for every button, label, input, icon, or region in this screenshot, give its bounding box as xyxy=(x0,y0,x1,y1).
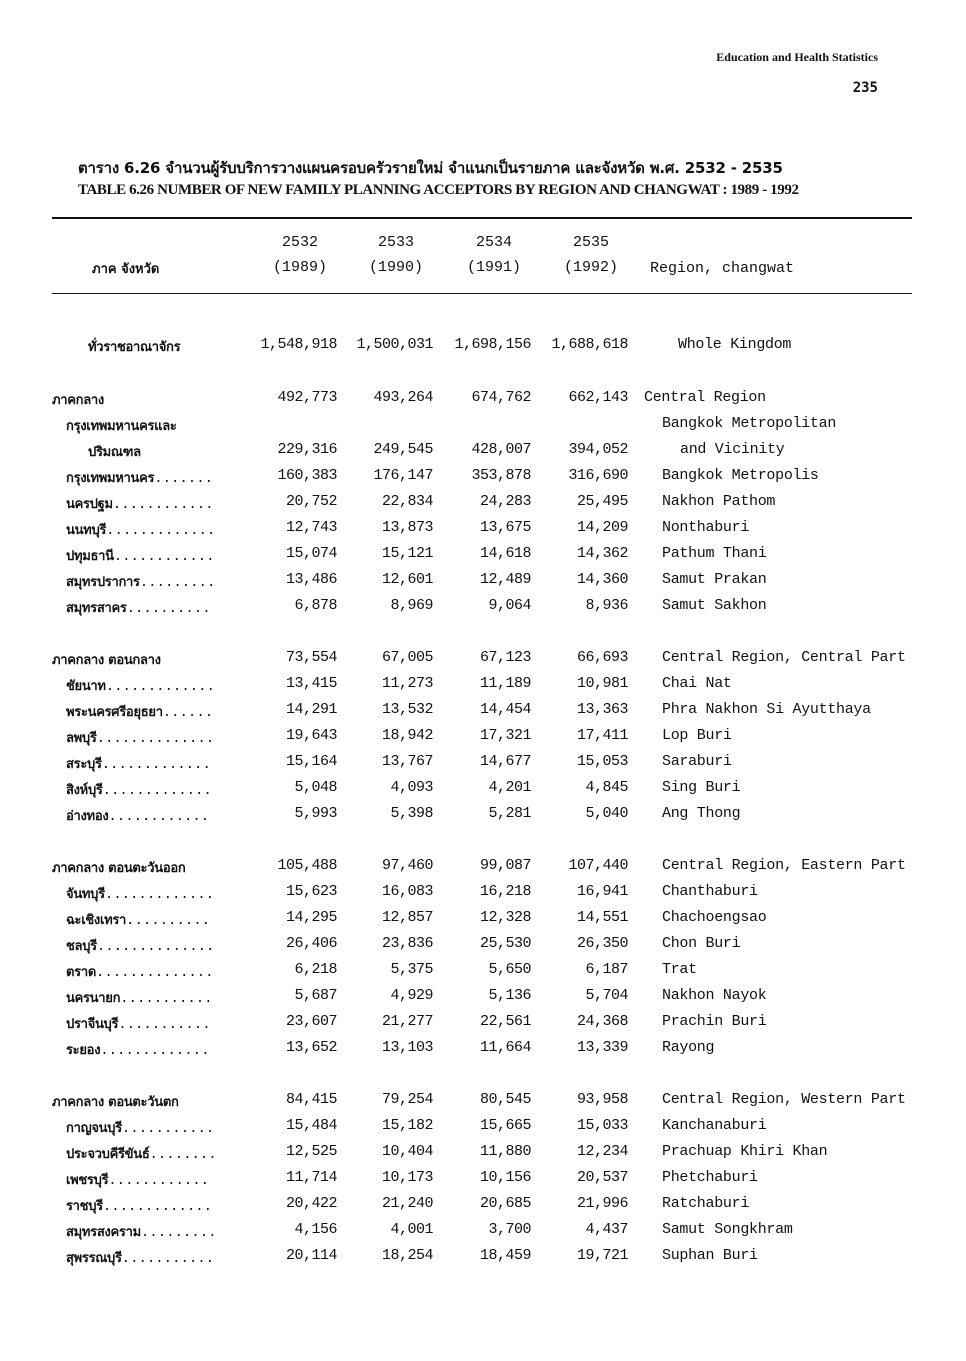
row-label-thai xyxy=(66,415,177,436)
year-ce-label: (1990) xyxy=(368,259,423,276)
cell-value: 4,156 xyxy=(294,1221,337,1238)
table-row xyxy=(0,389,966,413)
thai-name: อ่างทอง xyxy=(66,809,109,824)
cell-value: 13,103 xyxy=(381,1039,433,1056)
cell-value: 14,291 xyxy=(285,701,337,718)
row-label-thai xyxy=(66,1143,217,1164)
row-label-thai xyxy=(66,1169,209,1190)
cell-value: 5,281 xyxy=(488,805,531,822)
leader-dots: ............ xyxy=(108,809,210,825)
leader-dots: ............. xyxy=(104,887,215,903)
cell-value: 5,704 xyxy=(585,987,628,1004)
table-row xyxy=(0,935,966,959)
cell-value: 24,283 xyxy=(479,493,531,510)
leader-dots: .............. xyxy=(95,965,214,981)
row-label-english: Whole Kingdom xyxy=(678,336,792,353)
cell-value: 14,209 xyxy=(576,519,628,536)
thai-name: พระนครศรีอยุธยา xyxy=(66,705,163,720)
thai-name: กรุงเทพมหานคร xyxy=(66,471,155,486)
thai-name: สระบุรี xyxy=(66,757,102,772)
row-label-thai xyxy=(66,935,214,956)
leader-dots: ............. xyxy=(102,1199,213,1215)
cell-value: 13,339 xyxy=(576,1039,628,1056)
cell-value: 13,873 xyxy=(381,519,433,536)
row-label-thai xyxy=(66,987,213,1008)
cell-value: 14,362 xyxy=(576,545,628,562)
cell-value: 1,500,031 xyxy=(356,336,433,353)
row-label-thai xyxy=(66,1039,209,1060)
row-label-thai xyxy=(52,1091,179,1112)
row-label-thai xyxy=(66,909,210,930)
row-label-english: Pathum Thani xyxy=(662,545,767,562)
cell-value: 5,136 xyxy=(488,987,531,1004)
cell-value: 20,422 xyxy=(285,1195,337,1212)
cell-value: 394,052 xyxy=(568,441,628,458)
thai-name: ภาคกลาง xyxy=(52,393,104,408)
row-label-thai xyxy=(66,467,213,488)
cell-value: 6,187 xyxy=(585,961,628,978)
row-label-thai xyxy=(66,545,215,566)
cell-value: 25,495 xyxy=(576,493,628,510)
cell-value: 674,762 xyxy=(471,389,531,406)
cell-value: 13,415 xyxy=(285,675,337,692)
thai-name: สมุทรสาคร xyxy=(66,601,127,616)
cell-value: 13,363 xyxy=(576,701,628,718)
row-label-thai xyxy=(66,753,211,774)
table-row xyxy=(0,493,966,517)
cell-value: 15,182 xyxy=(381,1117,433,1134)
table-row xyxy=(0,961,966,985)
cell-value: 5,040 xyxy=(585,805,628,822)
cell-value: 13,486 xyxy=(285,571,337,588)
row-label-english: Rayong xyxy=(662,1039,715,1056)
row-label-thai xyxy=(66,805,209,826)
leader-dots: ............. xyxy=(106,523,216,539)
leader-dots: .............. xyxy=(96,939,215,955)
cell-value: 21,240 xyxy=(381,1195,433,1212)
table-row xyxy=(0,1143,966,1167)
leader-dots: ............. xyxy=(102,783,212,799)
thai-name: กาญจนบุรี xyxy=(66,1121,122,1136)
leader-dots: ............ xyxy=(108,1173,210,1189)
cell-value: 21,996 xyxy=(576,1195,628,1212)
row-label-english: Trat xyxy=(662,961,697,978)
cell-value: 1,548,918 xyxy=(260,336,337,353)
cell-value: 12,601 xyxy=(381,571,433,588)
table-title-thai: ตาราง 6.26 จำนวนผู้รับบริการวางแผนครอบครัวรายใหม่ จำแนกเป็นรายภาค และจังหวัด พ.ศ. 2532 - 2535 xyxy=(78,159,783,177)
row-label-thai xyxy=(66,1195,212,1216)
cell-value: 21,277 xyxy=(381,1013,433,1030)
cell-value: 15,074 xyxy=(285,545,337,562)
cell-value: 4,929 xyxy=(390,987,433,1004)
cell-value: 26,350 xyxy=(576,935,628,952)
cell-value: 105,488 xyxy=(277,857,337,874)
leader-dots: ............. xyxy=(101,757,211,773)
column-header-thai: ภาค จังหวัด xyxy=(92,262,160,277)
row-label-english: Central Region, Western Part xyxy=(662,1091,906,1108)
cell-value: 15,053 xyxy=(576,753,628,770)
row-label-thai xyxy=(66,779,212,800)
row-label-english: Phetchaburi xyxy=(662,1169,758,1186)
cell-value: 176,147 xyxy=(373,467,433,484)
cell-value: 23,836 xyxy=(381,935,433,952)
leader-dots: ...... xyxy=(162,705,214,721)
cell-value: 15,484 xyxy=(285,1117,337,1134)
cell-value: 11,664 xyxy=(479,1039,531,1056)
year-be-label: 2534 xyxy=(475,234,512,251)
row-label-thai xyxy=(66,883,214,904)
row-label-english: Phra Nakhon Si Ayutthaya xyxy=(662,701,871,718)
cell-value: 22,834 xyxy=(381,493,433,510)
cell-value: 10,404 xyxy=(381,1143,433,1160)
cell-value: 107,440 xyxy=(568,857,628,874)
cell-value: 16,941 xyxy=(576,883,628,900)
cell-value: 6,878 xyxy=(294,597,337,614)
cell-value: 10,981 xyxy=(576,675,628,692)
cell-value: 20,685 xyxy=(479,1195,531,1212)
cell-value: 4,201 xyxy=(488,779,531,796)
row-label-english: Samut Songkhram xyxy=(662,1221,793,1238)
table-row xyxy=(0,805,966,829)
leader-dots: ............. xyxy=(105,679,215,695)
cell-value: 1,688,618 xyxy=(551,336,628,353)
thai-name: กรุงเทพมหานครและ xyxy=(66,419,177,434)
row-label-thai xyxy=(66,961,214,982)
cell-value: 5,993 xyxy=(294,805,337,822)
cell-value: 5,048 xyxy=(294,779,337,796)
year-be-label: 2533 xyxy=(377,234,414,251)
table-title-english: TABLE 6.26 NUMBER OF NEW FAMILY PLANNING ACCEPTORS BY REGION AND CHANGWAT : 1989 - 1992 xyxy=(78,182,799,198)
cell-value: 15,623 xyxy=(285,883,337,900)
cell-value: 12,234 xyxy=(576,1143,628,1160)
cell-value: 66,693 xyxy=(576,649,628,666)
cell-value: 67,005 xyxy=(381,649,433,666)
cell-value: 5,375 xyxy=(390,961,433,978)
cell-value: 13,532 xyxy=(381,701,433,718)
thai-name: ตราด xyxy=(66,965,96,980)
row-label-english: Central Region, Central Part xyxy=(662,649,906,666)
thai-name: นครปฐม xyxy=(66,497,113,512)
leader-dots: ....... xyxy=(154,471,213,487)
year-be-label: 2535 xyxy=(572,234,609,251)
thai-name: ฉะเชิงเทรา xyxy=(66,913,127,928)
column-header-1992 xyxy=(551,234,631,276)
cell-value: 5,398 xyxy=(390,805,433,822)
cell-value: 13,652 xyxy=(285,1039,337,1056)
thai-name: สุพรรณบุรี xyxy=(66,1251,122,1266)
cell-value: 8,969 xyxy=(390,597,433,614)
cell-value: 249,545 xyxy=(373,441,433,458)
leader-dots: ........... xyxy=(118,1017,211,1033)
column-header-1989 xyxy=(260,234,340,276)
row-label-english: Chon Buri xyxy=(662,935,741,952)
row-label-english: Chanthaburi xyxy=(662,883,758,900)
cell-value: 5,687 xyxy=(294,987,337,1004)
row-label-thai xyxy=(52,857,185,878)
row-label-thai xyxy=(66,1247,214,1268)
thai-name: ชลบุรี xyxy=(66,939,97,954)
row-label-english: Nakhon Pathom xyxy=(662,493,776,510)
cell-value: 13,767 xyxy=(381,753,433,770)
cell-value: 97,460 xyxy=(381,857,433,874)
cell-value: 160,383 xyxy=(277,467,337,484)
cell-value: 11,714 xyxy=(285,1169,337,1186)
table-row xyxy=(0,1221,966,1245)
thai-name: ราชบุรี xyxy=(66,1199,103,1214)
table-row xyxy=(0,1117,966,1141)
cell-value: 26,406 xyxy=(285,935,337,952)
table-row xyxy=(0,779,966,803)
leader-dots: ......... xyxy=(140,1225,217,1241)
thai-name: ทั่วราชอาณาจักร xyxy=(88,340,181,355)
leader-dots: ........... xyxy=(121,1251,215,1267)
table-row xyxy=(0,1013,966,1037)
row-label-english: Chachoengsao xyxy=(662,909,767,926)
cell-value: 15,665 xyxy=(479,1117,531,1134)
table-row xyxy=(0,519,966,543)
header-bottom-rule xyxy=(52,293,912,294)
cell-value: 18,942 xyxy=(381,727,433,744)
row-label-english: Bangkok Metropolitan xyxy=(662,415,837,432)
cell-value: 14,454 xyxy=(479,701,531,718)
year-ce-label: (1992) xyxy=(563,259,618,276)
row-label-thai xyxy=(66,1221,217,1242)
thai-name: เพชรบุรี xyxy=(66,1173,109,1188)
thai-name: นครนายก xyxy=(66,991,121,1006)
leader-dots: .......... xyxy=(126,913,211,929)
thai-name: ระยอง xyxy=(66,1043,101,1058)
top-rule xyxy=(52,217,912,219)
cell-value: 4,437 xyxy=(585,1221,628,1238)
thai-name: ปทุมธานี xyxy=(66,549,114,564)
cell-value: 23,607 xyxy=(285,1013,337,1030)
cell-value: 10,156 xyxy=(479,1169,531,1186)
cell-value: 316,690 xyxy=(568,467,628,484)
page-number: 235 xyxy=(852,80,878,96)
row-label-english: Suphan Buri xyxy=(662,1247,758,1264)
cell-value: 22,561 xyxy=(479,1013,531,1030)
thai-name: ประจวบคีรีขันธ์ xyxy=(66,1147,150,1162)
cell-value: 18,254 xyxy=(381,1247,433,1264)
row-label-thai xyxy=(66,519,215,540)
cell-value: 16,218 xyxy=(479,883,531,900)
cell-value: 14,360 xyxy=(576,571,628,588)
row-label-english: Samut Sakhon xyxy=(662,597,767,614)
cell-value: 25,530 xyxy=(479,935,531,952)
cell-value: 84,415 xyxy=(285,1091,337,1108)
thai-name: ลพบุรี xyxy=(66,731,97,746)
year-be-label: 2532 xyxy=(281,234,318,251)
cell-value: 493,264 xyxy=(373,389,433,406)
row-label-english: Prachuap Khiri Khan xyxy=(662,1143,828,1160)
table-row xyxy=(0,571,966,595)
row-label-thai xyxy=(66,1117,214,1138)
thai-name: ภาคกลาง ตอนตะวันออก xyxy=(52,861,186,876)
table-row xyxy=(0,1091,966,1115)
table-row xyxy=(0,701,966,725)
leader-dots: ........... xyxy=(120,991,213,1007)
cell-value: 17,411 xyxy=(576,727,628,744)
cell-value: 14,677 xyxy=(479,753,531,770)
thai-name: ภาคกลาง ตอนกลาง xyxy=(52,653,161,668)
cell-value: 12,857 xyxy=(381,909,433,926)
row-label-thai xyxy=(66,675,215,696)
cell-value: 6,218 xyxy=(294,961,337,978)
row-label-thai xyxy=(66,701,213,722)
cell-value: 428,007 xyxy=(471,441,531,458)
cell-value: 12,328 xyxy=(479,909,531,926)
table-row xyxy=(0,675,966,699)
cell-value: 4,845 xyxy=(585,779,628,796)
row-label-english: Sing Buri xyxy=(662,779,741,796)
table-row xyxy=(0,441,966,465)
cell-value: 20,752 xyxy=(285,493,337,510)
year-ce-label: (1989) xyxy=(272,259,327,276)
table-row xyxy=(0,467,966,491)
row-label-english: Central Region, Eastern Part xyxy=(662,857,906,874)
cell-value: 1,698,156 xyxy=(454,336,531,353)
table-row xyxy=(0,1195,966,1219)
row-label-thai xyxy=(88,336,180,357)
cell-value: 93,958 xyxy=(576,1091,628,1108)
thai-name: ปราจีนบุรี xyxy=(66,1017,119,1032)
leader-dots: ........ xyxy=(149,1147,217,1163)
cell-value: 15,033 xyxy=(576,1117,628,1134)
row-label-thai xyxy=(66,571,215,592)
leader-dots: ............. xyxy=(100,1043,210,1059)
cell-value: 17,321 xyxy=(479,727,531,744)
row-label-english: Prachin Buri xyxy=(662,1013,767,1030)
cell-value: 11,880 xyxy=(479,1143,531,1160)
cell-value: 12,525 xyxy=(285,1143,337,1160)
table-row xyxy=(0,909,966,933)
row-label-english: Nakhon Nayok xyxy=(662,987,767,1004)
thai-name: จันทบุรี xyxy=(66,887,105,902)
table-row xyxy=(0,1039,966,1063)
thai-name: สมุทรสงคราม xyxy=(66,1225,141,1240)
row-label-thai xyxy=(66,597,211,618)
cell-value: 11,273 xyxy=(381,675,433,692)
cell-value: 14,551 xyxy=(576,909,628,926)
row-label-english: Samut Prakan xyxy=(662,571,767,588)
row-label-thai xyxy=(52,649,161,670)
table-row xyxy=(0,1169,966,1193)
row-label-english: Lop Buri xyxy=(662,727,732,744)
cell-value: 14,295 xyxy=(285,909,337,926)
leader-dots: ........... xyxy=(121,1121,215,1137)
cell-value: 492,773 xyxy=(277,389,337,406)
row-label-thai xyxy=(52,389,104,410)
cell-value: 18,459 xyxy=(479,1247,531,1264)
leader-dots: .......... xyxy=(126,601,211,617)
cell-value: 4,001 xyxy=(390,1221,433,1238)
table-row xyxy=(0,857,966,881)
cell-value: 67,123 xyxy=(479,649,531,666)
cell-value: 662,143 xyxy=(568,389,628,406)
table-row xyxy=(0,649,966,673)
cell-value: 19,643 xyxy=(285,727,337,744)
cell-value: 229,316 xyxy=(277,441,337,458)
row-label-english: Ang Thong xyxy=(662,805,741,822)
cell-value: 12,489 xyxy=(479,571,531,588)
table-row xyxy=(0,987,966,1011)
cell-value: 20,114 xyxy=(285,1247,337,1264)
row-label-english: Nonthaburi xyxy=(662,519,750,536)
cell-value: 4,093 xyxy=(390,779,433,796)
row-label-english: Kanchanaburi xyxy=(662,1117,767,1134)
row-label-english: Chai Nat xyxy=(662,675,732,692)
table-row xyxy=(0,597,966,621)
cell-value: 73,554 xyxy=(285,649,337,666)
cell-value: 353,878 xyxy=(471,467,531,484)
cell-value: 9,064 xyxy=(488,597,531,614)
row-label-english: Ratchaburi xyxy=(662,1195,750,1212)
cell-value: 11,189 xyxy=(479,675,531,692)
cell-value: 80,545 xyxy=(479,1091,531,1108)
cell-value: 14,618 xyxy=(479,545,531,562)
cell-value: 12,743 xyxy=(285,519,337,536)
running-head: Education and Health Statistics xyxy=(716,50,878,64)
row-label-english: Bangkok Metropolis xyxy=(662,467,819,484)
table-row xyxy=(0,1247,966,1271)
cell-value: 15,164 xyxy=(285,753,337,770)
row-label-english: Central Region xyxy=(644,389,766,406)
leader-dots: ............ xyxy=(113,549,215,565)
table-row xyxy=(0,415,966,439)
cell-value: 8,936 xyxy=(585,597,628,614)
thai-name: นนทบุรี xyxy=(66,523,107,538)
cell-value: 79,254 xyxy=(381,1091,433,1108)
row-label-thai xyxy=(88,441,141,462)
column-header-1990 xyxy=(356,234,436,276)
leader-dots: ......... xyxy=(139,575,216,591)
cell-value: 24,368 xyxy=(576,1013,628,1030)
cell-value: 10,173 xyxy=(381,1169,433,1186)
column-header-english: Region, changwat xyxy=(650,260,795,277)
cell-value: 99,087 xyxy=(479,857,531,874)
leader-dots: ............ xyxy=(112,497,214,513)
cell-value: 20,537 xyxy=(576,1169,628,1186)
cell-value: 19,721 xyxy=(576,1247,628,1264)
table-row xyxy=(0,336,966,360)
thai-name: สิงห์บุรี xyxy=(66,783,103,798)
thai-name: ภาคกลาง ตอนตะวันตก xyxy=(52,1095,179,1110)
table-row xyxy=(0,753,966,777)
thai-name: ปริมณฑล xyxy=(88,445,141,460)
thai-name: สมุทรปราการ xyxy=(66,575,140,590)
thai-name: ชัยนาท xyxy=(66,679,106,694)
year-ce-label: (1991) xyxy=(466,259,521,276)
column-header-1991 xyxy=(454,234,534,276)
cell-value: 15,121 xyxy=(381,545,433,562)
table-row xyxy=(0,727,966,751)
cell-value: 3,700 xyxy=(488,1221,531,1238)
row-label-english: Saraburi xyxy=(662,753,732,770)
row-label-thai xyxy=(66,1013,211,1034)
table-row xyxy=(0,545,966,569)
row-label-thai xyxy=(66,493,214,514)
cell-value: 13,675 xyxy=(479,519,531,536)
cell-value: 16,083 xyxy=(381,883,433,900)
cell-value: 5,650 xyxy=(488,961,531,978)
leader-dots: .............. xyxy=(96,731,215,747)
row-label-english: and Vicinity xyxy=(680,441,785,458)
row-label-thai xyxy=(66,727,214,748)
table-row xyxy=(0,883,966,907)
